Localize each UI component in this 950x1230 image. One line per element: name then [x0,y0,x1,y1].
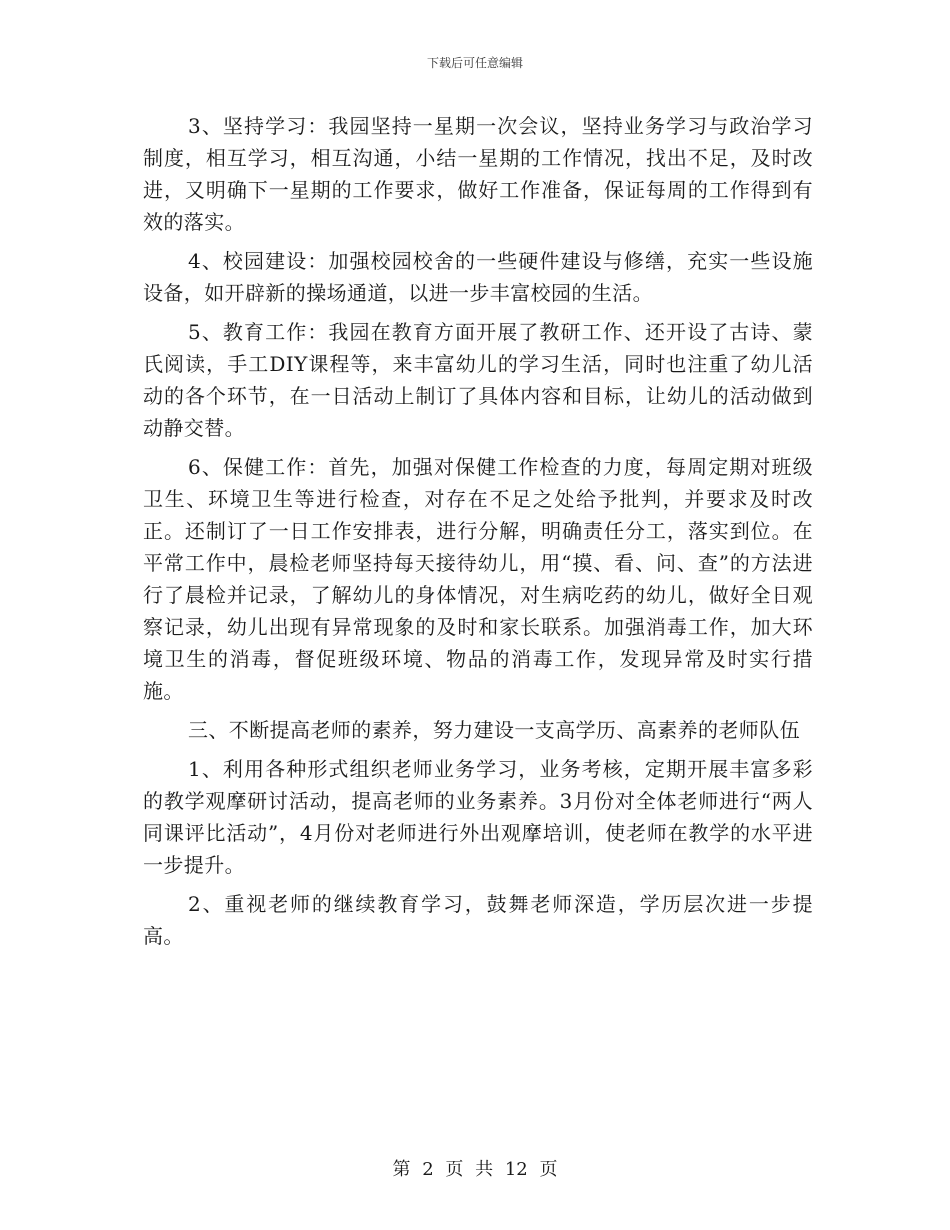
paragraph-teacher-training: 1、利用各种形式组织老师业务学习，业务考核，定期开展丰富多彩的教学观摩研讨活动，提高老师的业务素养。3月份对全体老师进行“两人同课评比活动”，4月份对老师进行外出观摩培训，使老师在教学的水平进一步提升。 [143,757,813,877]
paragraph-study: 3、坚持学习：我园坚持一星期一次会议，坚持业务学习与政治学习制度，相互学习，相互沟通，小结一星期的工作情况，找出不足，及时改进，又明确下一星期的工作要求，做好工作准备，保证每周的工作得到有效的落实。 [143,114,813,234]
paragraph-campus-construction: 4、校园建设：加强校园校舍的一些硬件建设与修缮，充实一些设施设备，如开辟新的操场通道，以进一步丰富校园的生活。 [143,249,813,305]
document-body [143,110,813,959]
paragraph-health-work: 6、保健工作：首先，加强对保健工作检查的力度，每周定期对班级卫生、环境卫生等进行检查，对存在不足之处给予批判，并要求及时改正。还制订了一日工作安排表，进行分解，明确责任分工，落实到位。在平常工作中，晨检老师坚持每天接待幼儿，用“摸、看、问、查”的方法进行了晨检并记录，了解幼儿的身体情况，对生病吃药的幼儿，做好全日观察记录，幼儿出现有异常现象的及时和家长联系。加强消毒工作，加大环境卫生的消毒，督促班级环境、物品的消毒工作，发现异常及时实行措施。 [143,455,813,703]
page-number-footer: 第 2 页 共 12 页 [392,1159,558,1180]
page-header: 下载后可任意编辑 [426,56,523,70]
paragraph-continuing-education: 2、重视老师的继续教育学习，鼓舞老师深造，学历层次进一步提高。 [143,892,813,948]
paragraph-education-work: 5、教育工作：我园在教育方面开展了教研工作、还开设了古诗、蒙氏阅读，手工DIY课程等，来丰富幼儿的学习生活，同时也注重了幼儿活动的各个环节，在一日活动上制订了具体内容和目标，让幼儿的活动做到动静交替。 [143,320,813,440]
section-heading-teacher-quality: 三、不断提高老师的素养，努力建设一支高学历、高素养的老师队伍 [188,718,800,742]
